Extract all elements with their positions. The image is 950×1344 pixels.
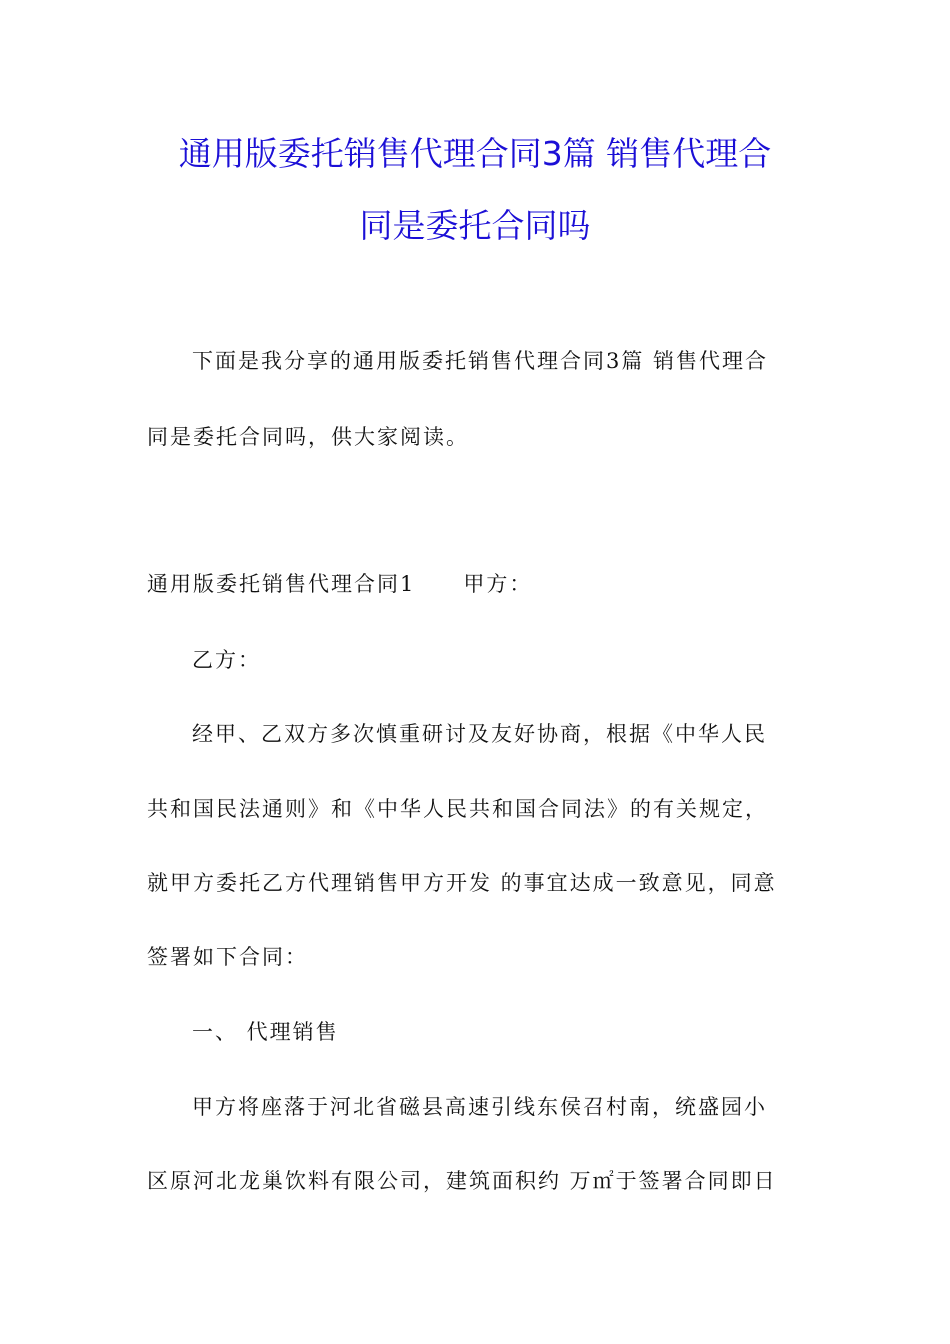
para1-line-3: 就甲方委托乙方代理销售甲方开发 的事宜达成一致意见，同意	[147, 871, 777, 895]
party-a-label: 甲方：	[463, 572, 533, 596]
section-heading-row	[147, 570, 532, 598]
para2-line-1: 甲方将座落于河北省磁县高速引线东侯召村南，统盛园小	[192, 1095, 767, 1119]
document-title-line-2: 同是委托合同吗	[359, 206, 591, 245]
section-heading: 通用版委托销售代理合同1	[147, 572, 416, 596]
clause1-heading: 一、 代理销售	[192, 1020, 339, 1044]
party-b-label: 乙方：	[192, 648, 261, 672]
intro-line-2: 同是委托合同吗，供大家阅读。	[147, 425, 469, 449]
para1-line-4: 签署如下合同：	[147, 945, 308, 969]
para1-line-2: 共和国民法通则》和《中华人民共和国合同法》的有关规定，	[147, 797, 768, 821]
document-title-line-1: 通用版委托销售代理合同3篇 销售代理合	[178, 134, 772, 173]
para1-line-1: 经甲、乙双方多次慎重研讨及友好协商，根据《中华人民	[192, 722, 767, 746]
intro-line-1: 下面是我分享的通用版委托销售代理合同3篇 销售代理合	[192, 349, 769, 373]
para2-line-2: 区原河北龙巢饮料有限公司，建筑面积约 万㎡于签署合同即日	[147, 1169, 777, 1193]
